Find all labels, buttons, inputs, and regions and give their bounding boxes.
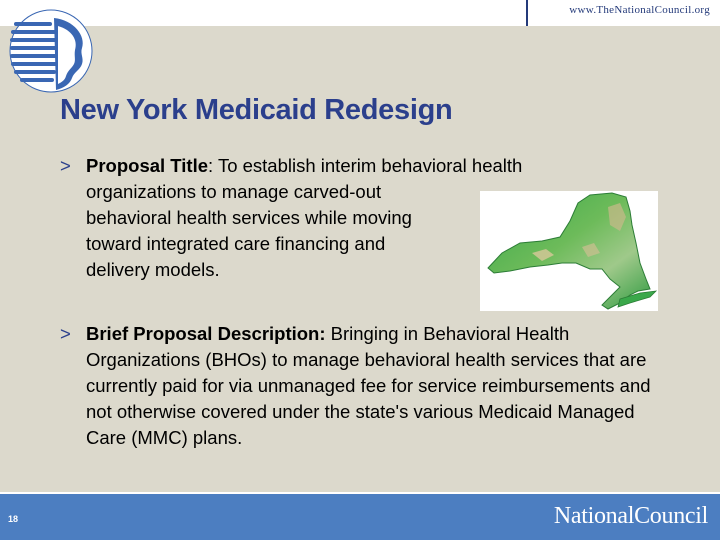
new-york-map-icon [480,191,658,311]
bullet-line: delivery models. [86,259,220,280]
slide-title: New York Medicaid Redesign [60,94,453,126]
bullet-body: : To establish interim behavioral health [208,155,523,176]
bullet-label: Proposal Title [86,155,208,176]
bullet-arrow-icon: > [60,155,71,176]
bullet-proposal-description [60,321,680,461]
bullet-text [86,321,668,451]
national-council-wordmark: NationalCouncil [553,503,708,529]
bullet-arrow-icon: > [60,323,71,344]
bullet-label: Brief Proposal Description: [86,323,326,344]
bullet-line [86,153,626,179]
bullet-line: behavioral health services while moving [86,207,412,228]
bullet-line: organizations to manage carved-out [86,181,382,202]
bullet-body: Bringing in Behavioral Health Organizations (BHOs) to manage behavioral health services that are currently paid for via unmanaged fee for service reimbursements and not otherwise covered under the state's various Medicaid Managed Care (MMC) plans. [86,323,651,448]
new-york-state-map-image [480,191,658,311]
header-divider [526,0,528,26]
site-url[interactable]: www.TheNationalCouncil.org [569,4,710,16]
national-council-logo-icon [8,8,94,94]
bullet-line: toward integrated care financing and [86,233,386,254]
page-number: 18 [8,514,19,524]
